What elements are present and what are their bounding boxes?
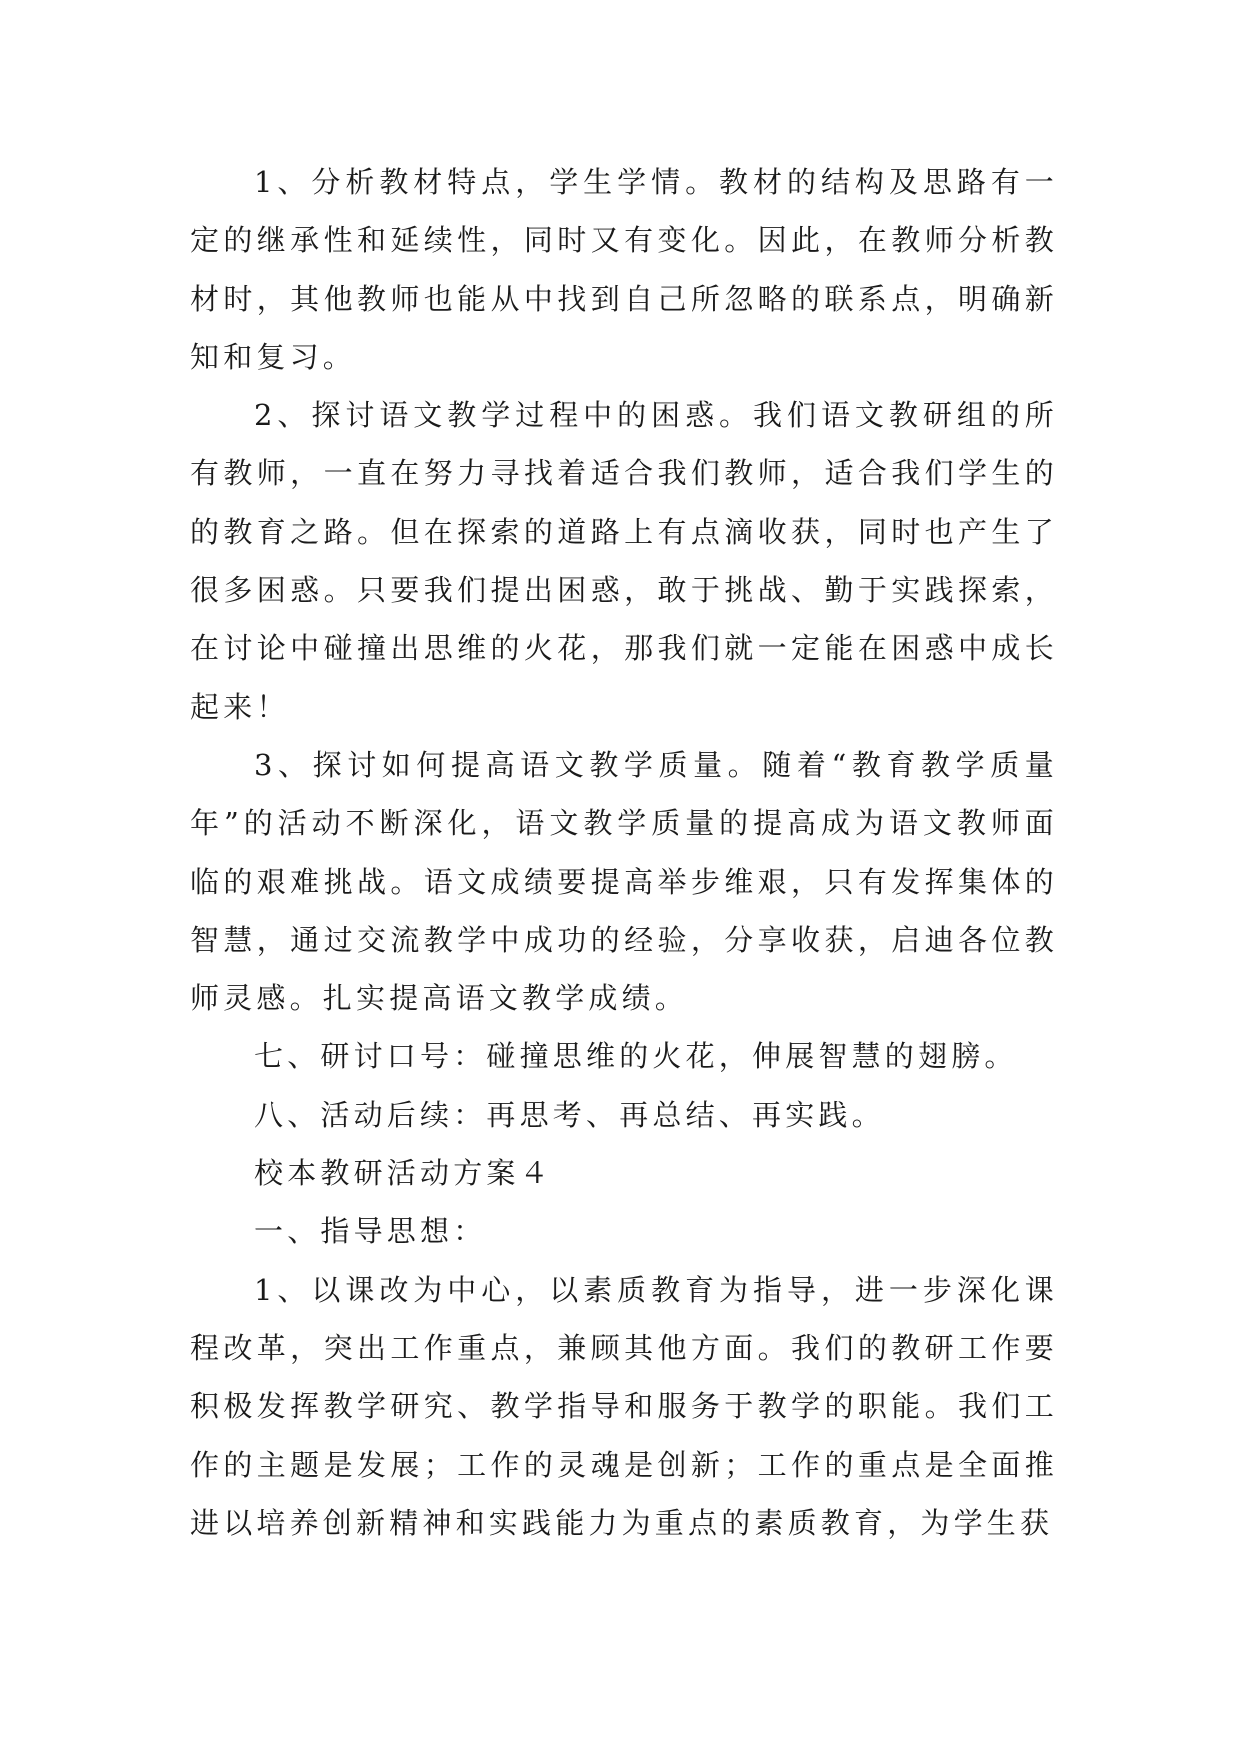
paragraph-improve-quality: 3、探讨如何提高语文教学质量。随着“教育教学质量年”的活动不断深化，语文教学质量的提高成为语文教师面临的艰难挑战。语文成绩要提高举步维艰，只有发挥集体的智慧，通过交流教学中成功的经验，分享收获，启迪各位教师灵感。扎实提高语文教学成绩。	[190, 747, 1058, 1016]
paragraph-discuss-confusion: 2、探讨语文教学过程中的困惑。我们语文教研组的所有教师，一直在努力寻找着适合我们教师，适合我们学生的的教育之路。但在探索的道路上有点滴收获，同时也产生了很多困惑。只要我们提出困惑，敢于挑战、勤于实践探索，在讨论中碰撞出思维的火花，那我们就一定能在困惑中成长起来！	[190, 398, 1058, 724]
section-title: 校本教研活动方案４	[254, 1156, 553, 1191]
document-body	[190, 153, 1058, 1552]
paragraph-analyze-materials: 1、分析教材特点，学生学情。教材的结构及思路有一定的继承性和延续性，同时又有变化。因此，在教师分析教材时，其他教师也能从中找到自己所忽略的联系点，明确新知和复习。	[190, 165, 1058, 374]
paragraph-seminar-slogan: 七、研讨口号：碰撞思维的火花，伸展智慧的翅膀。	[254, 1039, 1018, 1074]
paragraph-follow-up: 八、活动后续：再思考、再总结、再实践。	[254, 1097, 885, 1132]
section-heading-guiding-ideology: 一、指导思想：	[254, 1214, 487, 1249]
paragraph-curriculum-reform: 1、以课改为中心，以素质教育为指导，进一步深化课程改革，突出工作重点，兼顾其他方面。我们的教研工作要积极发挥教学研究、教学指导和服务于教学的职能。我们工作的主题是发展；工作的灵魂是创新；工作的重点是全面推进以培养创新精神和实践能力为重点的素质教育，为学生获	[190, 1272, 1058, 1540]
